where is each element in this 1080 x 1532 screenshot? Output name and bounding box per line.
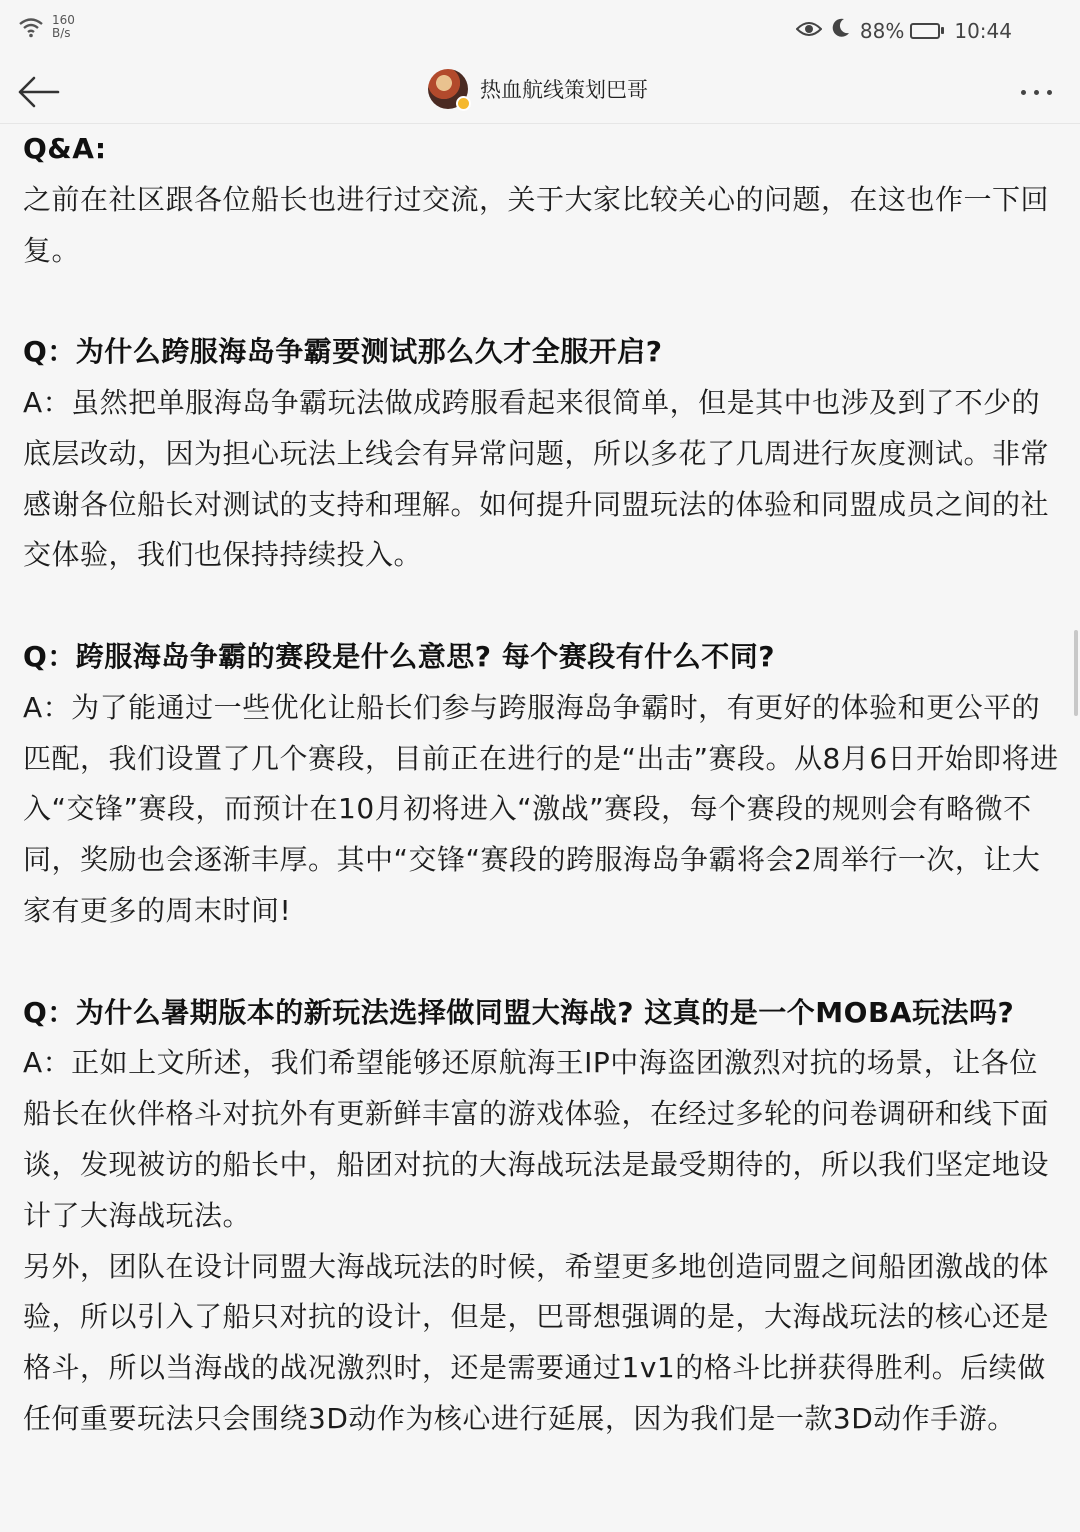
question-1: Q：为什么跨服海岛争霸要测试那么久才全服开启? xyxy=(23,335,663,369)
status-right xyxy=(796,18,1012,43)
answer-1: A：虽然把单服海岛争霸玩法做成跨服看起来很简单，但是其中也涉及到了不少的底层改动，因为担心玩法上线会有异常问题，所以多花了几周进行灰度测试。非常感谢各位船长对测试的支持和理解。如何提升同盟玩法的体验和同盟成员之间的社交体验，我们也保持持续投入。 xyxy=(23,385,1050,572)
answer-3: A：正如上文所述，我们希望能够还原航海王IP中海盗团激烈对抗的场景，让各位船长在伙伴格斗对抗外有更新鲜丰富的游戏体验，在经过多轮的问卷调研和线下面谈，发现被访的船长中，船团对抗的大海战玩法是最受期待的，所以我们坚定地设计了大海战玩法。 xyxy=(23,1046,1050,1232)
eye-icon xyxy=(796,19,822,43)
intro-paragraph: 之前在社区跟各位船长也进行过交流，关于大家比较关心的问题，在这也作一下回复。 xyxy=(23,182,1050,267)
author-profile[interactable] xyxy=(428,69,648,109)
back-button[interactable] xyxy=(14,70,62,114)
verified-badge-icon xyxy=(456,96,471,111)
status-left xyxy=(18,14,75,40)
arrow-left-icon xyxy=(16,75,60,109)
net-speed xyxy=(52,14,75,40)
spacer xyxy=(23,581,1063,632)
question-2: Q：跨服海岛争霸的赛段是什么意思? 每个赛段有什么不同? xyxy=(23,639,776,673)
clock: 10:44 xyxy=(954,18,1012,43)
net-speed-unit: B/s xyxy=(52,26,71,40)
spacer xyxy=(23,276,1063,327)
wifi-icon xyxy=(18,16,44,38)
answer-2: A：为了能通过一些优化让船长们参与跨服海岛争霸时，有更好的体验和更公平的匹配，我们设置了几个赛段，目前正在进行的是“出击”赛段。从8月6日开始即将进入“交锋”赛段，而预计在10月初将进入“激战”赛段，每个赛段的规则会有略微不同，奖励也会逐渐丰厚。其中“交锋“赛段的跨服海岛争霸将会2周举行一次，让大家有更多的周末时间! xyxy=(23,690,1059,927)
avatar[interactable] xyxy=(428,69,468,109)
qa-heading: Q&A: xyxy=(23,132,107,165)
spacer xyxy=(23,937,1063,988)
moon-icon xyxy=(832,18,850,43)
more-dots-icon xyxy=(1021,90,1026,95)
title-bar xyxy=(0,60,1080,124)
question-3: Q：为什么暑期版本的新玩法选择做同盟大海战? 这真的是一个MOBA玩法吗? xyxy=(23,995,1015,1029)
more-button[interactable] xyxy=(1006,70,1066,114)
net-speed-value: 160 xyxy=(52,13,75,27)
battery-percent: 88% xyxy=(859,18,905,43)
author-name[interactable]: 热血航线策划巴哥 xyxy=(480,78,648,102)
battery-icon xyxy=(910,23,944,39)
article-body xyxy=(23,124,1063,1445)
answer-3-continued: 另外，团队在设计同盟大海战玩法的时候，希望更多地创造同盟之间船团激战的体验，所以引入了船只对抗的设计，但是，巴哥想强调的是，大海战玩法的核心还是格斗，所以当海战的战况激烈时，还是需要通过1v1的格斗比拼获得胜利。后续做任何重要玩法只会围绕3D动作为核心进行延展，因为我们是一款3D动作手游。 xyxy=(23,1249,1050,1435)
scrollbar[interactable] xyxy=(1074,630,1078,716)
status-bar xyxy=(0,0,1080,60)
